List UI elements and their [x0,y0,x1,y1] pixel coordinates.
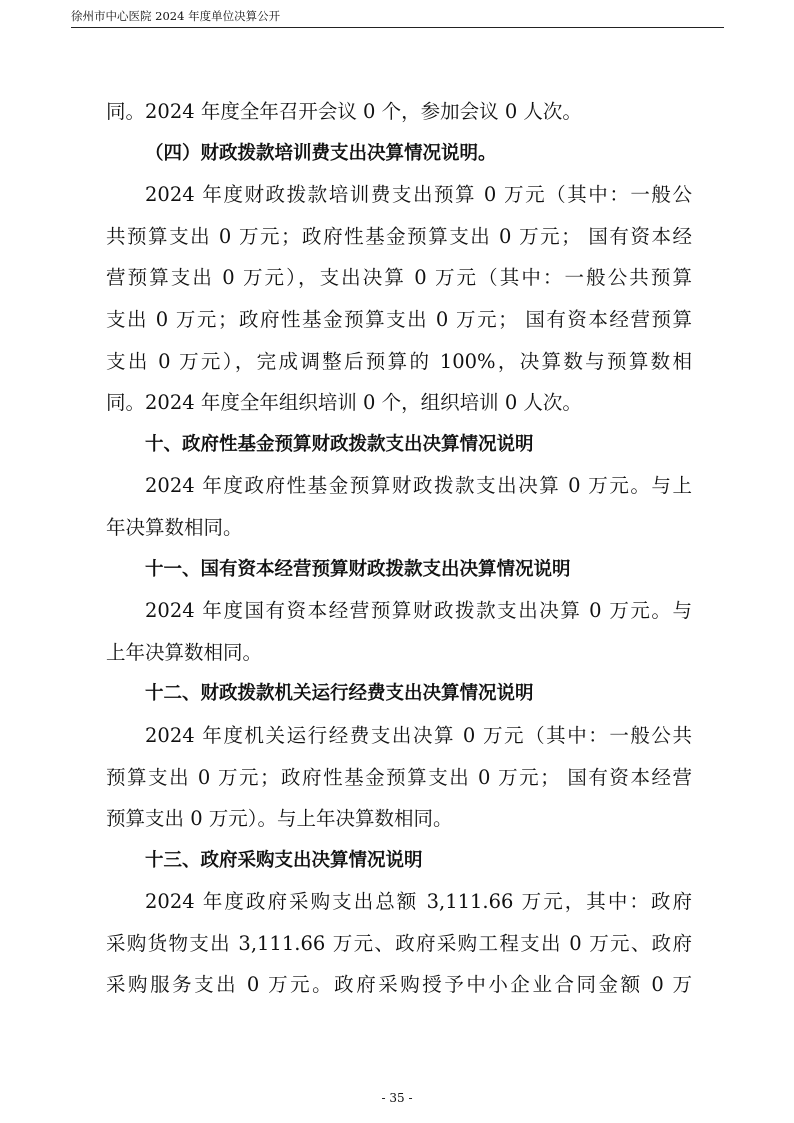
body-text-line: 同。2024 年度全年召开会议 0 个，参加会议 0 人次。 [106,100,582,123]
body-text-line: 营预算支出 0 万元），支出决算 0 万元（其中：一般公共预算 [106,266,692,290]
body-text-line: 年决算数相同。 [106,515,243,539]
body-text-line: 2024 年度财政拨款培训费支出预算 0 万元（其中：一般公 [145,183,692,207]
body-text-line: 采购服务支出 0 万元。政府采购授予中小企业合同金额 0 万 [106,973,692,997]
body-text-line: 同。2024 年度全年组织培训 0 个，组织培训 0 人次。 [106,391,582,415]
body-text-line: 支出 0 万元；政府性基金预算支出 0 万元； 国有资本经营预算 [106,307,692,331]
header-divider [71,27,724,28]
section-heading: 十二、财政拨款机关运行经费支出决算情况说明 [145,683,534,705]
body-text-line: 2024 年度机关运行经费支出决算 0 万元（其中：一般公共 [145,723,692,747]
running-header: 徐州市中心医院 2024 年度单位决算公开 [71,9,281,23]
body-text-line: 2024 年度政府性基金预算财政拨款支出决算 0 万元。与上 [145,474,692,498]
body-text-line: 上年决算数相同。 [106,640,263,664]
section-heading: 十一、国有资本经营预算财政拨款支出决算情况说明 [145,558,571,580]
document-body [106,91,692,1006]
section-heading: 十三、政府采购支出决算情况说明 [145,849,423,871]
body-text-line: 预算支出 0 万元；政府性基金预算支出 0 万元； 国有资本经营 [106,765,692,789]
body-text-line: 2024 年度政府采购支出总额 3,111.66 万元，其中：政府 [145,890,692,914]
body-text-line: 共预算支出 0 万元；政府性基金预算支出 0 万元； 国有资本经 [106,224,692,248]
section-heading: （四）财政拨款培训费支出决算情况说明。 [145,142,497,164]
body-text-line: 采购货物支出 3,111.66 万元、政府采购工程支出 0 万元、政府 [106,931,692,955]
section-heading: 十、政府性基金预算财政拨款支出决算情况说明 [145,433,534,455]
body-text-line: 预算支出 0 万元）。与上年决算数相同。 [106,807,453,831]
page-number: - 35 - [381,1091,413,1105]
body-text-line: 2024 年度国有资本经营预算财政拨款支出决算 0 万元。与 [145,599,692,623]
body-text-line: 支出 0 万元），完成调整后预算的 100%，决算数与预算数相 [106,349,692,373]
